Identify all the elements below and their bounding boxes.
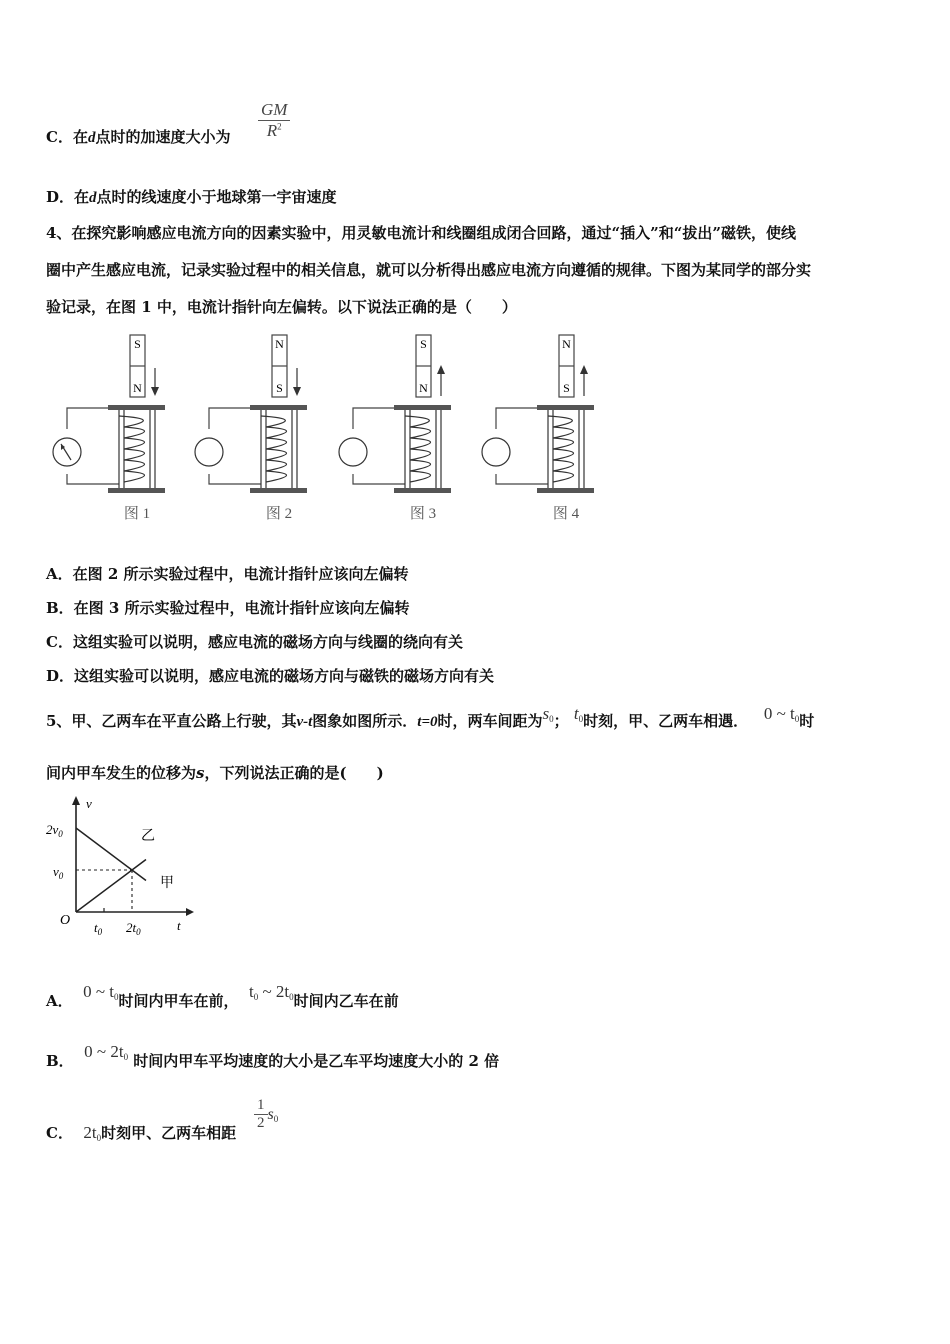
y-axis-label: v [86, 796, 92, 811]
series-line-jia [76, 860, 146, 913]
q5-stem-line1 [46, 704, 815, 731]
q3-option-d-prefix: D．在 [46, 188, 90, 206]
q3-option-c-prefix: C．在 [46, 128, 88, 146]
q3-frac-den: R [266, 121, 278, 140]
q3-frac-exp: 2 [277, 121, 282, 132]
y-tick-2v0: $2v_0$ [46, 822, 63, 839]
q5-vt: v-t [296, 714, 313, 730]
galvanometer-icon [482, 438, 510, 466]
x-axis-label: t [177, 918, 181, 933]
series-label-yi: 乙 [141, 829, 155, 844]
q5-option-a-range1: 0 ~ t [83, 982, 115, 1001]
q5-option-c-text: 时刻甲、乙两车相距 [101, 1124, 237, 1142]
q5-option-b-text: 时间内甲车平均速度的大小是乙车平均速度大小的 2 倍 [133, 1052, 500, 1070]
galvanometer-icon [339, 438, 367, 466]
figure-4 [482, 335, 594, 522]
q5-sub0: 0 [289, 992, 294, 1002]
figure-4-caption: 图 4 [552, 506, 580, 522]
figure-2 [195, 335, 307, 522]
x-axis-arrow-icon [186, 908, 194, 916]
q5-t: t [573, 704, 579, 723]
q5-stem-c: 时，两车间距为 [437, 712, 543, 730]
q5-stem-b: 图象如图所示． [312, 712, 418, 730]
q5-option-c-time: 2t [83, 1123, 97, 1142]
q5-vt-graph [40, 790, 200, 940]
arrow-up-icon [580, 365, 588, 374]
q5-option-c-s: s [267, 1105, 274, 1123]
q5-sub0: 0 [123, 1052, 129, 1062]
series-line-yi [76, 828, 146, 881]
q5-option-a-range2-end: ~ 2t [258, 982, 290, 1001]
origin-label: O [60, 913, 71, 928]
arrow-down-icon [293, 387, 301, 396]
figure-2-caption: 图 2 [265, 506, 293, 522]
q5-sub0: 0 [253, 992, 259, 1002]
q5-range: 0 ~ t [763, 704, 795, 723]
q5-stem-line2-s: s [196, 764, 205, 782]
q5-option-b [46, 1042, 500, 1071]
q5-option-c-label: C． [46, 1124, 73, 1142]
figure-1-bottom-pole: N [133, 381, 142, 395]
q3-option-d-text: 点时的线速度小于地球第一宇宙速度 [96, 188, 337, 206]
q5-frac-den: 2 [257, 1115, 265, 1131]
figure-4-bottom-pole: S [563, 381, 570, 395]
q5-option-b-range: 0 ~ 2t [84, 1042, 124, 1061]
series-label-jia: 甲 [160, 876, 174, 891]
x-tick-2t0: $2t_0$ [126, 920, 141, 937]
x-tick-t0: $t_0$ [94, 920, 103, 937]
figure-3-bottom-pole: N [419, 381, 428, 395]
q5-stem-a: 5、甲、乙两车在平直公路上行驶，其 [46, 712, 297, 730]
figure-1-top-pole: S [134, 337, 141, 351]
q5-stem-line2 [46, 762, 384, 783]
q5-option-b-label: B． [46, 1052, 74, 1070]
q4-stem-line3: 验记录，在图 1 中，电流计指针向左偏转。以下说法正确的是（ ） [46, 298, 517, 316]
q3-option-c [46, 126, 230, 147]
q5-stem-d: 时刻，甲、乙两车相遇． [583, 712, 749, 730]
q5-sub0: 0 [578, 714, 584, 724]
y-tick-v0: $v_0$ [53, 864, 64, 881]
q5-stem-line2-a: 间内甲车发生的位移为 [46, 764, 197, 782]
figure-1-caption: 图 1 [123, 506, 151, 522]
galvanometer-icon [195, 438, 223, 466]
figure-4-top-pole: N [562, 337, 571, 351]
figure-2-top-pole: N [275, 337, 284, 351]
y-axis-arrow-icon [72, 796, 80, 805]
arrow-up-icon [437, 365, 445, 374]
galvanometer-icon [53, 438, 81, 466]
q4-option-c: C．这组实验可以说明，感应电流的磁场方向与线圈的绕向有关 [46, 633, 463, 651]
q5-stem-line2-b: ，下列说法正确的是( ) [204, 764, 384, 782]
figure-3-top-pole: S [420, 337, 427, 351]
q5-option-a-label: A． [46, 992, 73, 1010]
q5-option-c [46, 1122, 236, 1143]
q5-t-equals-0: t=0 [417, 714, 438, 730]
q4-option-b: B．在图 3 所示实验过程中，电流计指针应该向左偏转 [46, 599, 410, 617]
q5-frac-num: 1 [254, 1097, 268, 1115]
q3-option-d [46, 186, 337, 207]
figure-1 [53, 335, 165, 522]
arrow-down-icon [151, 387, 159, 396]
q5-stem-e: 时 [799, 712, 815, 730]
q3-option-d-var: d [89, 190, 97, 206]
figure-3 [339, 335, 451, 522]
q5-option-a-range2-start: t [248, 982, 254, 1001]
q5-sub0: 0 [273, 1113, 279, 1124]
q3-option-c-var: d [87, 130, 96, 146]
figure-3-caption: 图 3 [409, 506, 437, 522]
q4-option-d: D．这组实验可以说明，感应电流的磁场方向与磁铁的磁场方向有关 [46, 667, 495, 685]
q3-option-c-text: 点时的加速度大小为 [95, 128, 231, 146]
q5-sub0: 0 [96, 1133, 102, 1143]
q5-option-a-text2: 时间内乙车在前 [293, 992, 399, 1010]
q5-semicolon: ； [553, 712, 569, 730]
q5-sub0: 0 [549, 714, 554, 724]
q4-option-a: A．在图 2 所示实验过程中，电流计指针应该向左偏转 [46, 565, 409, 583]
q5-option-a [46, 982, 399, 1011]
q5-option-a-text1: 时间内甲车在前， [118, 992, 239, 1010]
figure-2-bottom-pole: S [276, 381, 283, 395]
q4-stem-line1: 4、在探究影响感应电流方向的因素实验中，用灵敏电流计和线圈组成闭合回路，通过“插入”和“拔出”磁铁，使线 [46, 224, 796, 242]
q5-option-c-fraction [254, 1097, 278, 1132]
q3-frac-num: GM [258, 100, 290, 121]
q4-figures [40, 326, 630, 531]
q4-stem-line2: 圈中产生感应电流，记录实验过程中的相关信息，就可以分析得出感应电流方向遵循的规律。下图为某同学的部分实 [46, 261, 812, 279]
q5-sub0: 0 [794, 714, 800, 724]
q5-sub0: 0 [114, 992, 119, 1002]
q5-s: s [542, 704, 550, 723]
q3-gm-over-r2 [258, 100, 290, 141]
